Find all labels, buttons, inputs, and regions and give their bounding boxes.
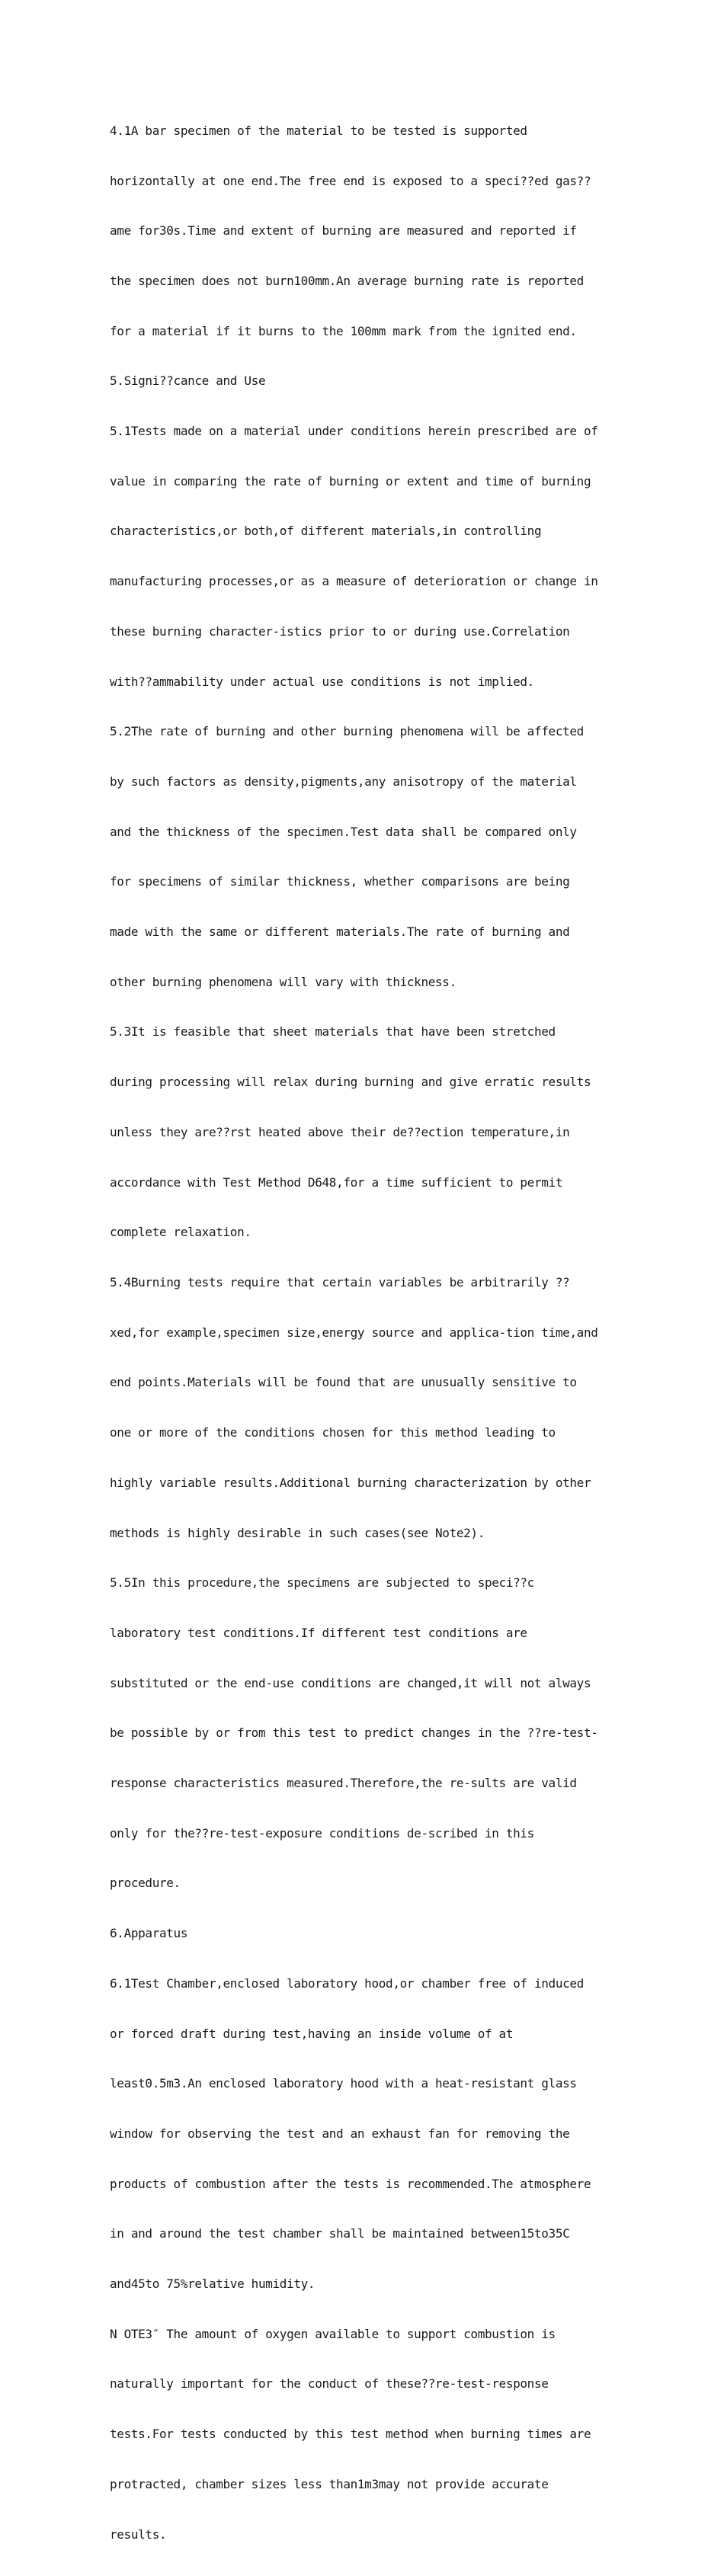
text-line: least0.5m3.An enclosed laboratory hood with a heat-resistant glass bbox=[110, 2076, 577, 2091]
text-line: 5.1Tests made on a material under conditions herein prescribed are of bbox=[110, 424, 598, 439]
text-line: highly variable results.Additional burning characterization by other bbox=[110, 1475, 591, 1490]
text-line: during processing will relax during burning and give erratic results bbox=[110, 1075, 591, 1090]
text-line: manufacturing processes,or as a measure of deterioration or change in bbox=[110, 574, 598, 589]
text-line: response characteristics measured.Therefore,the re-sults are valid bbox=[110, 1776, 577, 1791]
text-line: products of combustion after the tests is recommended.The atmosphere bbox=[110, 2176, 591, 2191]
text-line: 5.4Burning tests require that certain variables be arbitrarily ?? bbox=[110, 1274, 570, 1290]
text-line: unless they are??rst heated above their de??ection temperature,in bbox=[110, 1124, 570, 1139]
text-line: for specimens of similar thickness, whether comparisons are being bbox=[110, 874, 570, 889]
text-line: 4.1A bar specimen of the material to be tested is supported bbox=[110, 123, 527, 138]
text-line: for a material if it burns to the 100mm mark from the ignited end. bbox=[110, 323, 577, 338]
text-line: characteristics,or both,of different materials,in controlling bbox=[110, 524, 542, 539]
note-line: tests.For tests conducted by this test method when burning times are bbox=[110, 2427, 591, 2442]
text-line: these burning character-istics prior to or during use.Correlation bbox=[110, 623, 570, 639]
text-line: value in comparing the rate of burning or extent and time of burning bbox=[110, 473, 591, 489]
text-line: ame for30s.Time and extent of burning are measured and reported if bbox=[110, 223, 577, 239]
section-heading: 6.Apparatus bbox=[110, 1926, 188, 1941]
text-line: in and around the test chamber shall be maintained between15to35C bbox=[110, 2226, 570, 2241]
document-body-text bbox=[110, 89, 628, 2576]
text-line: and45to 75%relative humidity. bbox=[110, 2276, 316, 2292]
text-line: end points.Materials will be found that are unusually sensitive to bbox=[110, 1375, 577, 1390]
text-line: be possible by or from this test to predict changes in the ??re-test- bbox=[110, 1725, 598, 1741]
text-line: laboratory test conditions.If different test conditions are bbox=[110, 1625, 527, 1640]
text-line: complete relaxation. bbox=[110, 1225, 251, 1240]
text-line: window for observing the test and an exhaust fan for removing the bbox=[110, 2126, 570, 2141]
note-line: N OTE3″ The amount of oxygen available to support combustion is bbox=[110, 2326, 556, 2341]
text-line: xed,for example,specimen size,energy source and applica-tion time,and bbox=[110, 1325, 598, 1340]
text-line: methods is highly desirable in such cases(see Note2). bbox=[110, 1525, 485, 1540]
text-line: and the thickness of the specimen.Test data shall be compared only bbox=[110, 824, 577, 839]
text-line: only for the??re-test-exposure conditions de-scribed in this bbox=[110, 1825, 534, 1841]
text-line: the specimen does not burn100mm.An average burning rate is reported bbox=[110, 273, 584, 288]
text-line: substituted or the end-use conditions are changed,it will not always bbox=[110, 1675, 591, 1690]
text-line: horizontally at one end.The free end is exposed to a speci??ed gas?? bbox=[110, 173, 591, 188]
text-line: 5.2The rate of burning and other burning phenomena will be affected bbox=[110, 724, 584, 739]
text-line: procedure. bbox=[110, 1876, 181, 1891]
text-line: other burning phenomena will vary with thickness. bbox=[110, 974, 457, 989]
text-line: 6.1Test Chamber,enclosed laboratory hood,or chamber free of induced bbox=[110, 1975, 584, 1991]
note-line: naturally important for the conduct of these??re-test-response bbox=[110, 2376, 549, 2392]
text-line: made with the same or different materials.The rate of burning and bbox=[110, 924, 570, 940]
text-line: with??ammability under actual use conditions is not implied. bbox=[110, 674, 534, 689]
text-line: by such factors as density,pigments,any anisotropy of the material bbox=[110, 774, 577, 789]
text-line: or forced draft during test,having an inside volume of at bbox=[110, 2026, 514, 2041]
note-line: protracted, chamber sizes less than1m3may not provide accurate bbox=[110, 2476, 549, 2491]
text-line: 5.3It is feasible that sheet materials that have been stretched bbox=[110, 1024, 556, 1040]
text-line: accordance with Test Method D648,for a time sufficient to permit bbox=[110, 1174, 563, 1190]
text-line: 5.5In this procedure,the specimens are subjected to speci??c bbox=[110, 1575, 534, 1591]
text-line: one or more of the conditions chosen for this method leading to bbox=[110, 1425, 556, 1440]
section-heading: 5.Signi??cance and Use bbox=[110, 373, 266, 389]
note-line: results. bbox=[110, 2526, 167, 2542]
